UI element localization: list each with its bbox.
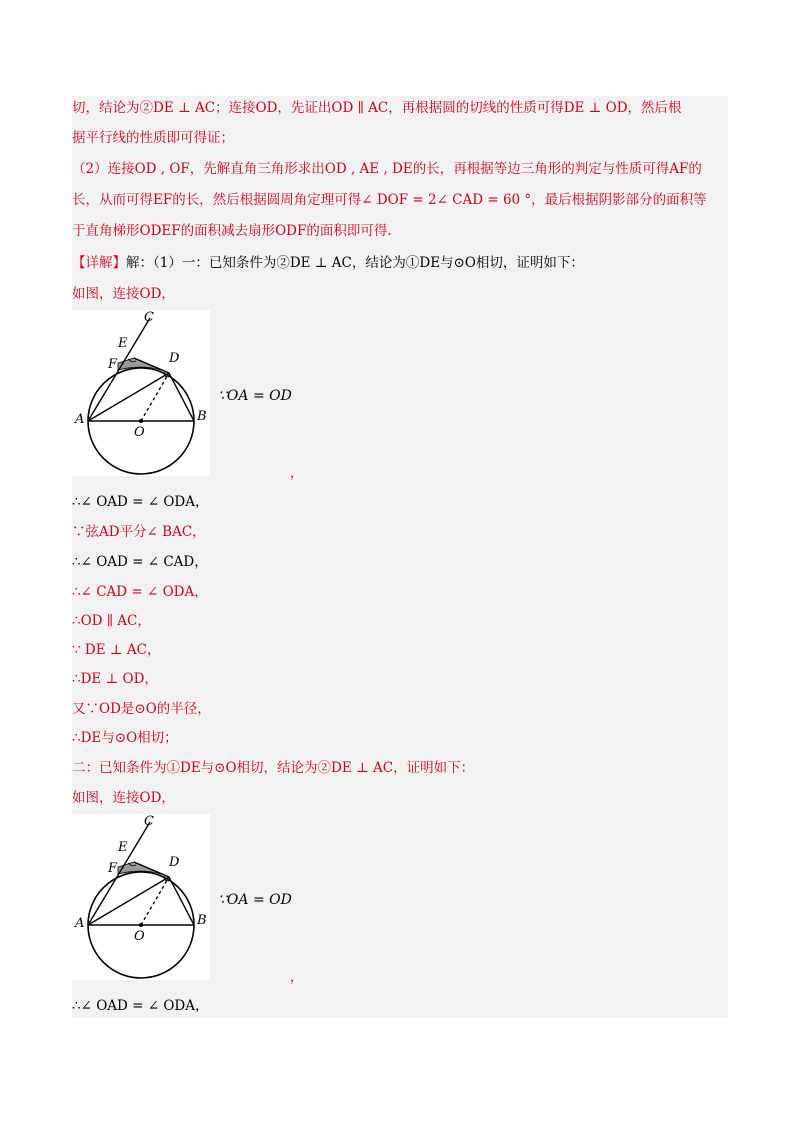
circle-diagram-1: [72, 310, 210, 476]
label-e: E: [118, 840, 128, 855]
label-a: A: [75, 412, 85, 427]
center-point: [139, 923, 143, 927]
label-b: B: [197, 409, 207, 424]
last-step: ∴∠ OAD = ∠ ODA，: [72, 998, 209, 1014]
label-c: C: [144, 814, 154, 829]
chord-db: [169, 877, 194, 925]
figure-side-text-2: ∵OA = OD: [218, 892, 292, 908]
center-point: [139, 419, 143, 423]
analysis-line-1: 切，结论为②DE ⊥ AC；连接OD，先证出OD ∥ AC，再根据圆的切线的性质可得DE ⊥ OD，然后根: [72, 100, 682, 116]
detail-heading-rest: 解：（1）一：已知条件为②DE ⊥ AC，结论为①DE与⊙O相切，证明如下：: [126, 255, 584, 271]
chord-ad: [88, 373, 169, 421]
label-a: A: [75, 916, 85, 931]
figure-side-text-1: ∵OA = OD: [218, 388, 292, 404]
label-d: D: [169, 351, 180, 366]
segment-od: [141, 877, 169, 925]
detail-heading: 【详解】: [72, 255, 126, 271]
figure-comma-1: ，: [290, 466, 304, 481]
analysis-line-5: 于直角梯形ODEF的面积减去扇形ODF的面积即可得.: [72, 223, 392, 239]
step-8: 又∵OD是⊙O的半径，: [72, 701, 211, 717]
step-9: ∴DE与⊙O相切；: [72, 730, 178, 746]
chord-ad: [88, 877, 169, 925]
label-e: E: [118, 336, 128, 351]
ray-ac: [88, 318, 150, 421]
label-c: C: [144, 310, 154, 325]
connect-line-2: 如图，连接OD，: [72, 790, 175, 806]
step-6: ∵ DE ⊥ AC，: [72, 642, 161, 658]
label-o: O: [134, 425, 145, 440]
label-f: F: [108, 357, 118, 372]
detail-heading-line: [72, 253, 728, 273]
chord-db: [169, 373, 194, 421]
analysis-line-2: 据平行线的性质即可得证；: [72, 130, 234, 146]
step-1: ∴∠ OAD = ∠ ODA，: [72, 494, 209, 510]
connect-line-1: 如图，连接OD，: [72, 286, 175, 302]
geometry-figure-1: [72, 310, 210, 476]
ray-ac: [88, 822, 150, 925]
label-o: O: [134, 929, 145, 944]
step-3: ∴∠ OAD = ∠ CAD，: [72, 554, 208, 570]
segment-od: [141, 373, 169, 421]
label-f: F: [108, 861, 118, 876]
analysis-line-4: 长，从而可得EF的长，然后根据圆周角定理可得∠ DOF = 2∠ CAD = 60 °，最后根据阴影部分的面积等: [72, 192, 707, 208]
label-b: B: [197, 913, 207, 928]
figure-comma-2: ，: [290, 970, 304, 985]
step-7: ∴DE ⊥ OD，: [72, 671, 158, 687]
geometry-figure-2: [72, 814, 210, 980]
circle-diagram-2: [72, 814, 210, 980]
step-5: ∴OD ∥ AC，: [72, 613, 151, 629]
step-4: ∴∠ CAD = ∠ ODA，: [72, 584, 208, 600]
solution-content: [72, 96, 728, 1018]
step-2: ∵弦AD平分∠ BAC，: [72, 524, 206, 540]
label-d: D: [169, 855, 180, 870]
analysis-line-3: （2）连接OD , OF，先解直角三角形求出OD , AE , DE的长，再根据等边三角形的判定与性质可得AF的: [72, 161, 702, 177]
part-two-heading: 二：已知条件为①DE与⊙O相切，结论为②DE ⊥ AC，证明如下：: [72, 760, 475, 776]
